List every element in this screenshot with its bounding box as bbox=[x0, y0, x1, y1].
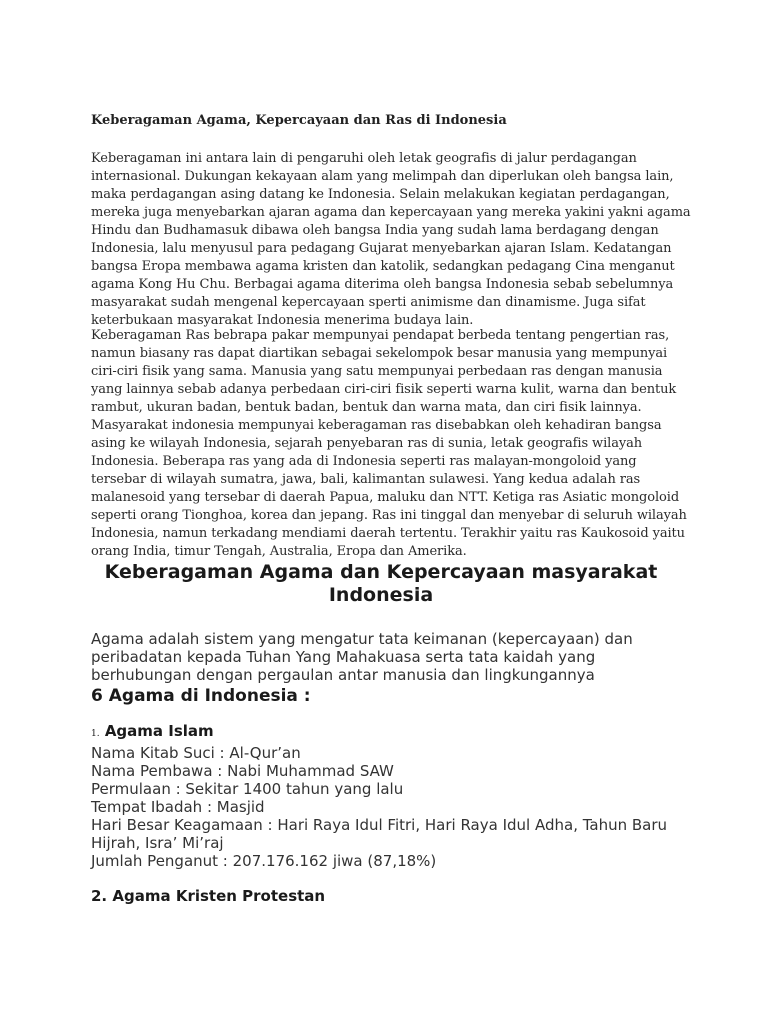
fact-founder: Nama Pembawa : Nabi Muhammad SAW bbox=[91, 762, 394, 780]
document-title: Keberagaman Agama, Kepercayaan dan Ras di Indonesia bbox=[91, 113, 507, 128]
fact-place-of-worship: Tempat Ibadah : Masjid bbox=[91, 798, 265, 816]
religion-name: Agama Kristen Protestan bbox=[112, 887, 326, 905]
religion-number: 1. bbox=[91, 729, 100, 739]
fact-followers: Jumlah Penganut : 207.176.162 jiwa (87,18%) bbox=[91, 852, 437, 870]
fact-origin: Permulaan : Sekitar 1400 tahun yang lalu bbox=[91, 780, 404, 798]
fact-holidays: Hari Besar Keagamaan : Hari Raya Idul Fitri, Hari Raya Idul Adha, Tahun Baru Hijrah, Isra’ Mi’raj bbox=[91, 816, 668, 852]
religion-name: Agama Islam bbox=[104, 722, 214, 740]
religion-list-heading: 6 Agama di Indonesia : bbox=[91, 686, 311, 706]
section-heading: Keberagaman Agama dan Kepercayaan masyarakat Indonesia bbox=[104, 561, 658, 606]
fact-holy-book: Nama Kitab Suci : Al-Qur’an bbox=[91, 744, 301, 762]
paragraph-race-diversity: Keberagaman Ras bebrapa pakar mempunyai pendapat berbeda tentang pengertian ras, namun biasany ras dapat diartikan sebagai sekelompok besar manusia yang mempunyai ciri-ciri fisik yang sama. Manusia yang satu mempunyai perbedaan ras dengan manusia yang lainnya sebab adanya perbedaan ciri-ciri fisik seperti warna kulit, warna dan bentuk rambut, ukuran badan, bentuk badan, bentuk dan warna mata, dan ciri fisik lainnya. Masyarakat indonesia mempunyai keberagaman ras disebabkan oleh kehadiran bangsa asing ke wilayah Indonesia, sejarah penyebaran ras di sunia, letak geografis wilayah Indonesia. Beberapa ras yang ada di Indonesia seperti ras malayan-mongoloid yang tersebar di wilayah sumatra, jawa, bali, kalimantan sulawesi. Yang kedua adalah ras malanesoid yang tersebar di daerah Papua, maluku dan NTT. Ketiga ras Asiatic mongoloid seperti orang Tionghoa, korea dan jepang. Ras ini tinggal dan menyebar di seluruh wilayah Indonesia, namun terkadang mendiami daerah tertentu. Terakhir yaitu ras Kaukosoid yaitu orang India, timur Tengah, Australia, Eropa dan Amerika. bbox=[91, 328, 687, 559]
religion-item-protestant bbox=[91, 887, 691, 906]
religion-facts bbox=[91, 744, 691, 870]
section-intro: Agama adalah sistem yang mengatur tata keimanan (kepercayaan) dan peribadatan kepada Tuhan Yang Mahakuasa serta tata kaidah yang berhubungan dengan pergaulan antar manusia dan lingkungannya bbox=[91, 630, 633, 684]
paragraph-religion-diversity: Keberagaman ini antara lain di pengaruhi oleh letak geografis di jalur perdagangan internasional. Dukungan kekayaan alam yang melimpah dan diperlukan oleh bangsa lain, maka perdagangan asing datang ke Indonesia. Selain melakukan kegiatan perdagangan, mereka juga menyebarkan ajaran agama dan kepercayaan yang mereka yakini yakni agama Hindu dan Budhamasuk dibawa oleh bangsa India yang sudah lama berdagang dengan Indonesia, lalu menyusul para pedagang Gujarat menyebarkan ajaran Islam. Kedatangan bangsa Eropa membawa agama kristen dan katolik, sedangkan pedagang Cina menganut agama Kong Hu Chu. Berbagai agama diterima oleh bangsa Indonesia sebab sebelumnya masyarakat sudah mengenal kepercayaan sperti animisme dan dinamisme. Juga sifat keterbukaan masyarakat Indonesia menerima budaya lain. bbox=[91, 151, 691, 328]
religion-item-islam bbox=[91, 722, 691, 870]
religion-number: 2. bbox=[91, 887, 108, 905]
